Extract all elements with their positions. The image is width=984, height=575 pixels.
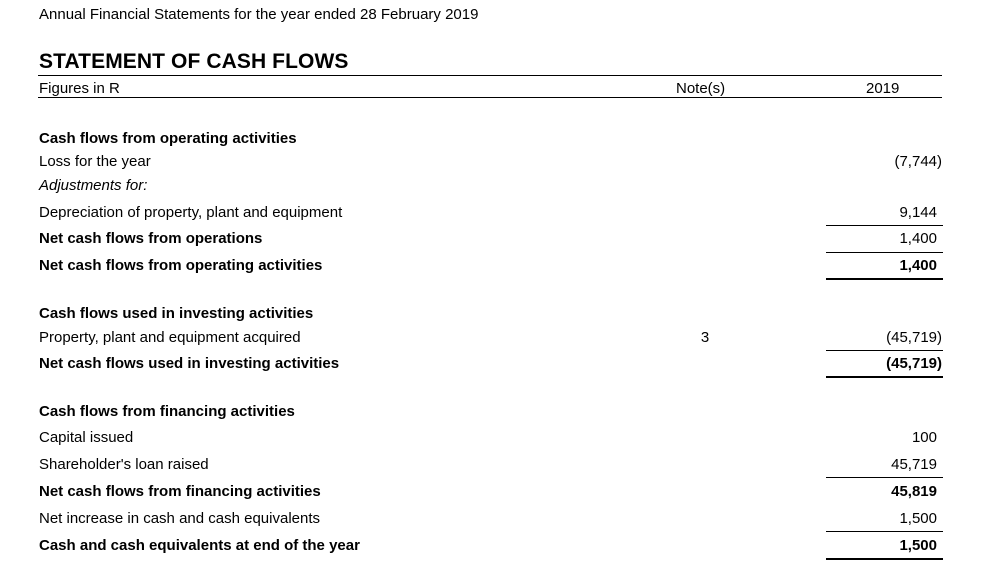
net-increase-value: 1,500 bbox=[899, 510, 937, 527]
loan-label: Shareholder's loan raised bbox=[39, 456, 209, 473]
net-increase-label: Net increase in cash and cash equivalents bbox=[39, 510, 321, 527]
subtotal-rule bbox=[826, 477, 943, 478]
net-operations-row bbox=[0, 230, 984, 254]
cash-end-label: Cash and cash equivalents at end of the year bbox=[39, 537, 360, 554]
net-operations-value: 1,400 bbox=[899, 230, 937, 247]
operating-heading-row bbox=[0, 130, 984, 154]
net-investing-label: Net cash flows used in investing activities bbox=[39, 355, 340, 372]
investing-heading-row bbox=[0, 305, 984, 329]
depreciation-label: Depreciation of property, plant and equipment bbox=[39, 204, 343, 221]
financing-heading: Cash flows from financing activities bbox=[39, 403, 295, 420]
subtotal-rule bbox=[826, 531, 943, 532]
adjustments-row bbox=[0, 177, 984, 201]
total-rule bbox=[826, 376, 943, 378]
total-rule bbox=[826, 278, 943, 280]
net-operating-label: Net cash flows from operating activities bbox=[39, 257, 323, 274]
loss-label: Loss for the year bbox=[39, 153, 151, 170]
title-rule bbox=[38, 75, 942, 76]
investing-heading: Cash flows used in investing activities bbox=[39, 305, 314, 322]
net-investing-value: (45,719) bbox=[886, 355, 942, 372]
report-header: Annual Financial Statements for the year ended 28 February 2019 bbox=[39, 6, 479, 23]
operating-heading: Cash flows from operating activities bbox=[39, 130, 297, 147]
capital-row bbox=[0, 429, 984, 453]
adjustments-label: Adjustments for: bbox=[39, 177, 148, 194]
net-operations-label: Net cash flows from operations bbox=[39, 230, 263, 247]
loan-value: 45,719 bbox=[891, 456, 937, 473]
net-financing-label: Net cash flows from financing activities bbox=[39, 483, 321, 500]
ppe-label: Property, plant and equipment acquired bbox=[39, 329, 301, 346]
net-financing-row bbox=[0, 483, 984, 507]
net-operating-value: 1,400 bbox=[899, 257, 937, 274]
net-financing-value: 45,819 bbox=[891, 483, 937, 500]
notes-column-header: Note(s) bbox=[676, 80, 726, 97]
ppe-value: (45,719) bbox=[886, 329, 942, 346]
subtotal-rule bbox=[826, 252, 943, 253]
year-column-header: 2019 bbox=[866, 80, 900, 97]
capital-label: Capital issued bbox=[39, 429, 134, 446]
column-header-rule bbox=[38, 97, 942, 98]
total-rule bbox=[826, 558, 943, 560]
financing-heading-row bbox=[0, 403, 984, 427]
depreciation-value: 9,144 bbox=[899, 204, 937, 221]
statement-title: STATEMENT OF CASH FLOWS bbox=[39, 50, 349, 73]
figures-in-label: Figures in R bbox=[39, 80, 120, 97]
capital-value: 100 bbox=[911, 429, 937, 446]
subtotal-rule bbox=[826, 225, 943, 226]
cash-end-value: 1,500 bbox=[899, 537, 937, 554]
loss-value: (7,744) bbox=[894, 153, 942, 170]
loss-row bbox=[0, 153, 984, 177]
subtotal-rule bbox=[826, 350, 943, 351]
ppe-note: 3 bbox=[700, 329, 710, 346]
